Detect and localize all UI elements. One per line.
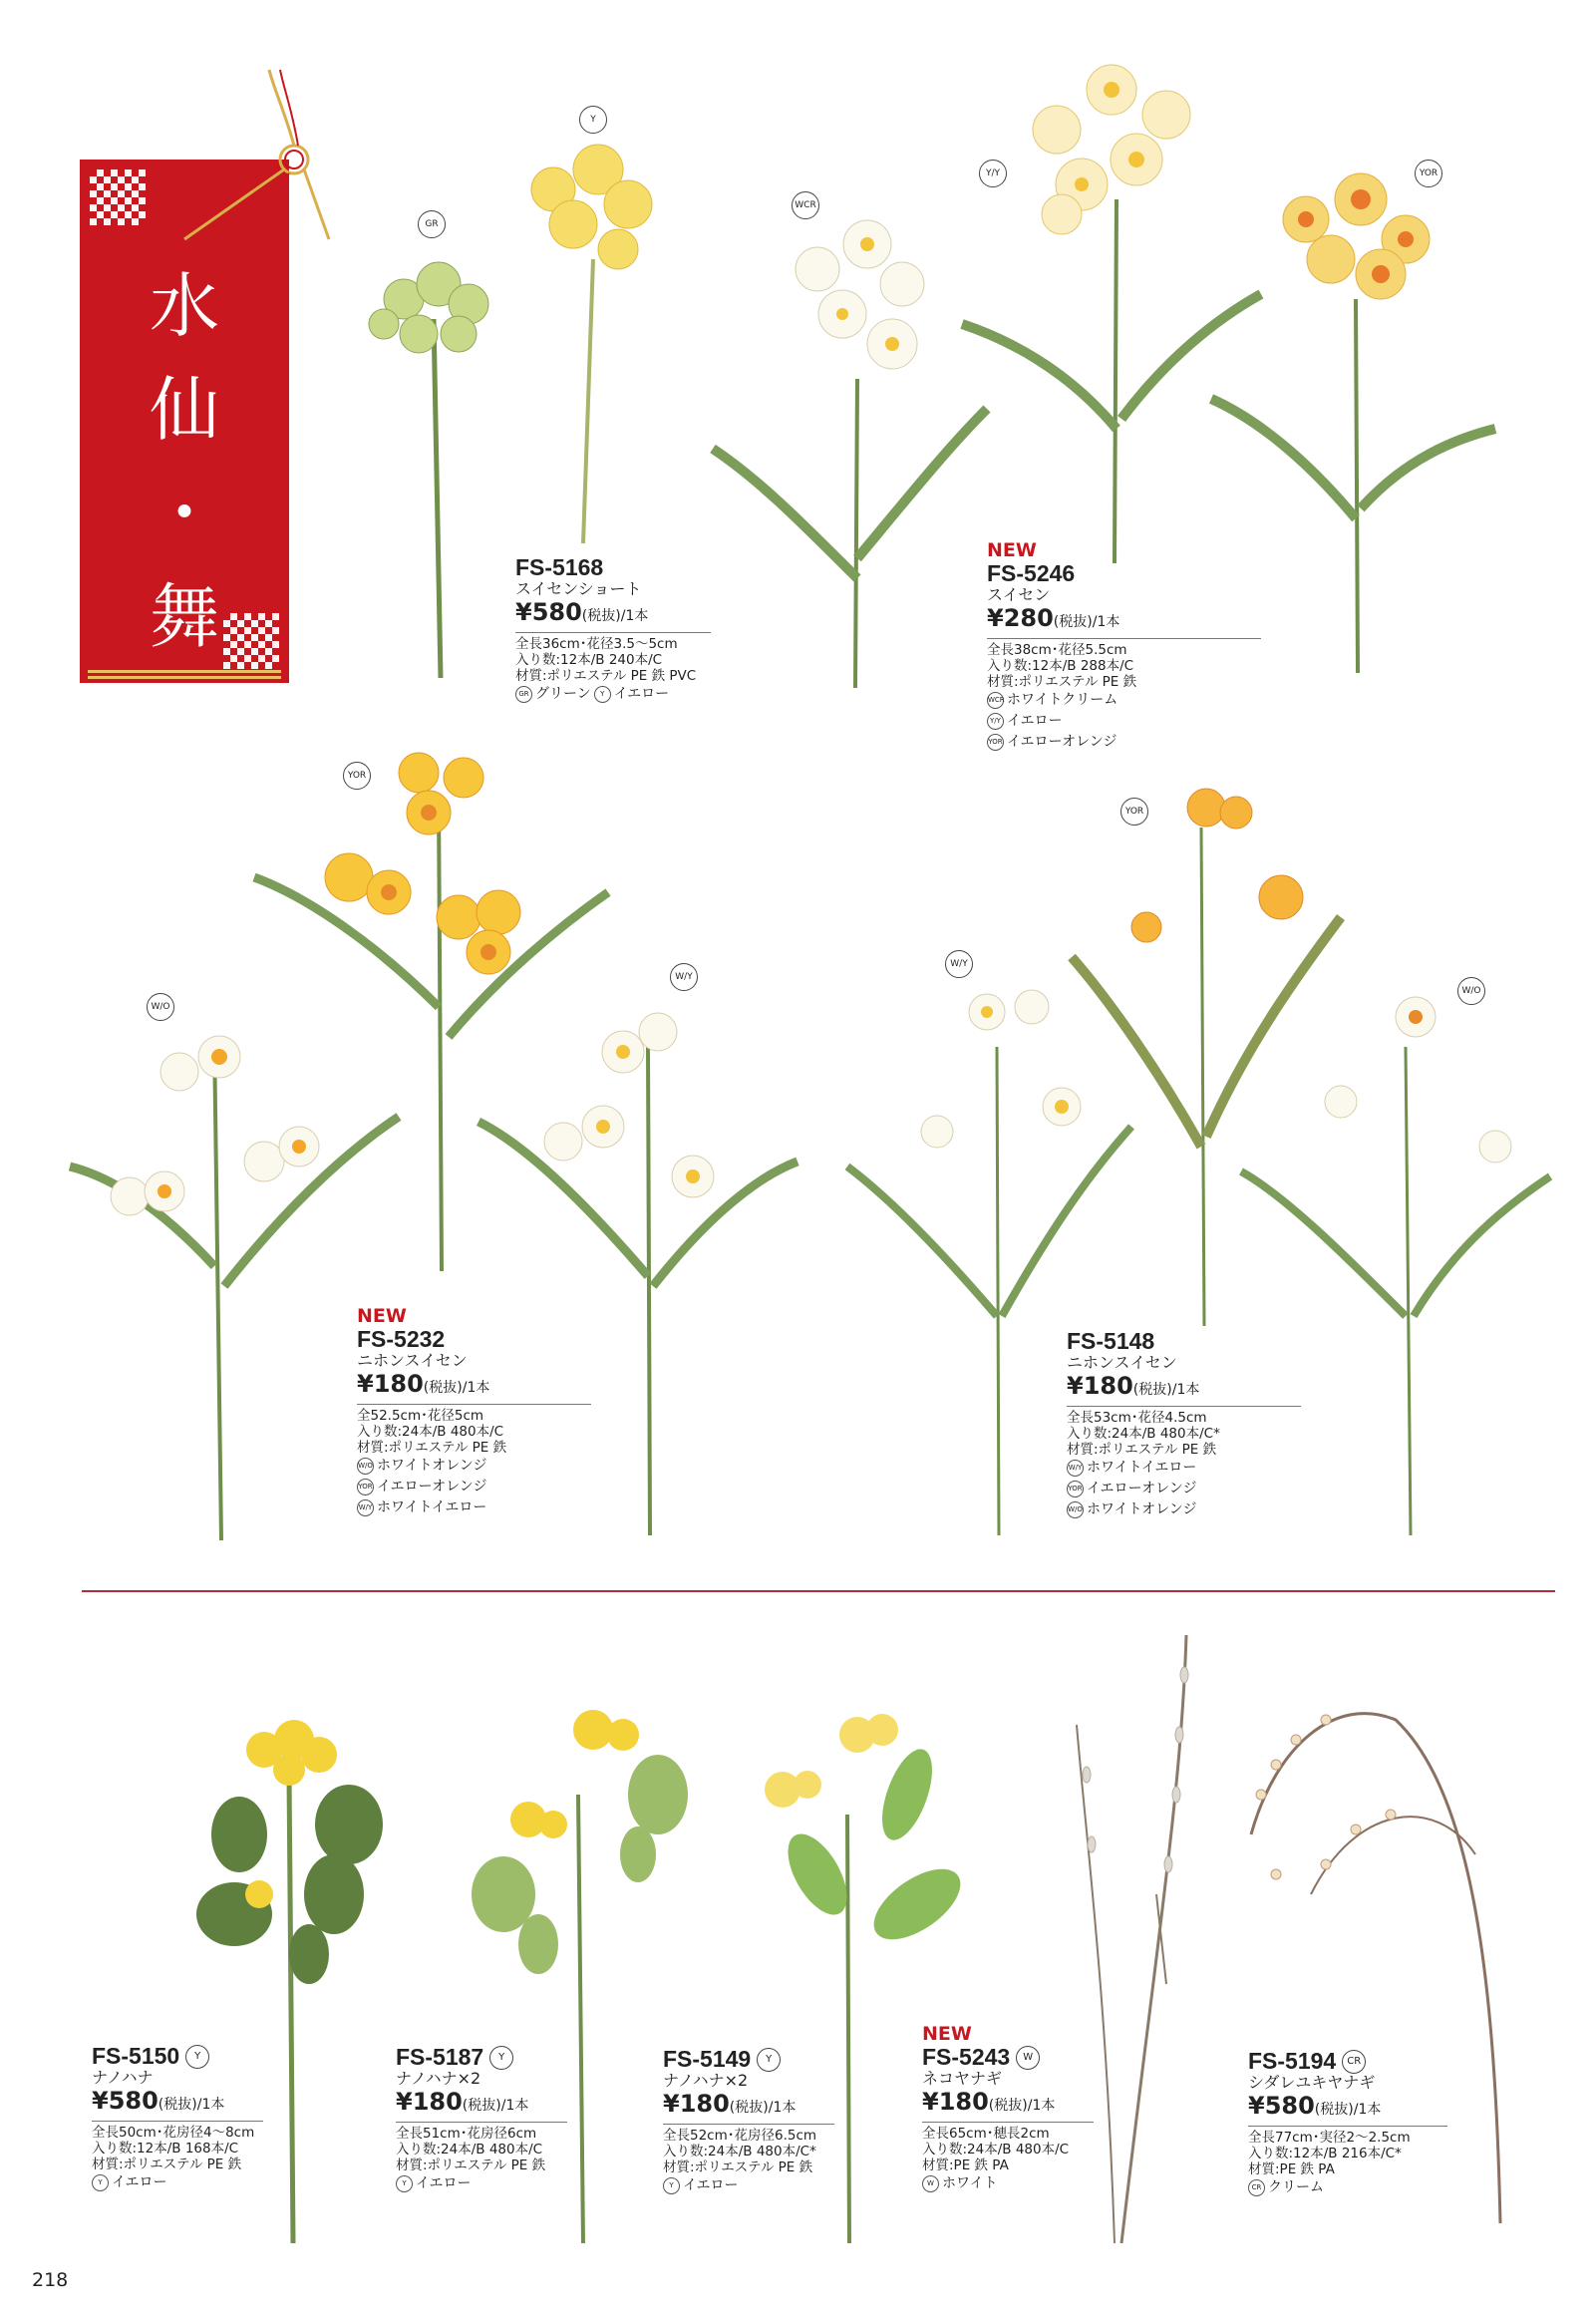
plant-fs5246-wcr — [713, 220, 987, 688]
spec-line: 入り数:12本/B 240本/C — [515, 652, 663, 668]
color-label: イエロー — [112, 2174, 167, 2190]
product-price: ¥180(税抜)/1本 — [663, 2090, 834, 2125]
variant-label-wcr: WCR — [792, 191, 819, 219]
page-title: 水 仙 ・ 舞 玉 — [150, 265, 219, 762]
product-fs5149 — [663, 2047, 834, 2196]
color-option — [357, 1497, 591, 1518]
variant-label-yor: YOR — [343, 762, 371, 790]
color-option — [987, 732, 1261, 753]
product-fs5232 — [357, 1306, 591, 1518]
spec-line: 材質:ポリエステル PE 鉄 — [396, 2158, 546, 2173]
product-fs5168 — [515, 555, 711, 705]
variant-label-y: Y — [579, 106, 607, 134]
product-price: ¥180(税抜)/1本 — [396, 2088, 567, 2123]
product-price: ¥580(税抜)/1本 — [92, 2087, 263, 2122]
spec-line: 全長65cm･穂長2cm — [922, 2126, 1050, 2142]
color-badge: W/O — [1067, 1501, 1084, 1518]
color-badge: YOR — [357, 1479, 374, 1495]
color-badge: Y — [663, 2177, 680, 2194]
variant-label-gr: GR — [418, 210, 446, 238]
spec-line: 材質:PE 鉄 PA — [922, 2158, 1009, 2173]
variant-label-yor: YOR — [1415, 160, 1442, 187]
spec-line: 入り数:12本/B 216本/C* — [1248, 2146, 1402, 2161]
color-option — [1067, 1479, 1301, 1499]
variant-label-yor: YOR — [1120, 798, 1148, 826]
product-fs5243 — [922, 2024, 1094, 2194]
color-option — [1067, 1458, 1301, 1479]
new-badge: NEW — [987, 539, 1037, 561]
spec-line: 入り数:24本/B 480本/C — [357, 1424, 504, 1440]
color-option — [357, 1456, 591, 1477]
color-badge: W — [922, 2175, 939, 2192]
spec-line: 入り数:12本/B 288本/C — [987, 658, 1134, 674]
spec-line: 全長51cm･花房径6cm — [396, 2126, 537, 2142]
color-option — [663, 2175, 834, 2196]
color-label: グリーン — [535, 686, 591, 702]
plant-fs5148-yor — [1072, 789, 1341, 1326]
spec-line: 入り数:12本/B 168本/C — [92, 2141, 239, 2157]
color-label: ホワイトオレンジ — [377, 1458, 487, 1474]
section-divider — [82, 1590, 1555, 1592]
plant-fs5168-yellow — [531, 145, 652, 543]
product-name: シダレユキヤナギ — [1248, 2073, 1376, 2092]
product-name: スイセンショート — [515, 579, 642, 598]
color-label: クリーム — [1268, 2179, 1324, 2195]
color-badge: Y — [489, 2046, 513, 2070]
product-fs5150 — [92, 2044, 263, 2193]
product-price: ¥180(税抜)/1本 — [922, 2088, 1094, 2123]
product-code: FS-5168 — [515, 554, 604, 580]
spec-line: 材質:ポリエステル PE 鉄 — [92, 2157, 242, 2172]
color-badge: CR — [1248, 2179, 1265, 2196]
product-price: ¥580(税抜)/1本 — [515, 598, 711, 633]
spec-line: 材質:ポリエステル PE 鉄 — [663, 2159, 813, 2175]
new-badge: NEW — [922, 2023, 972, 2045]
color-badge: W/O — [357, 1458, 374, 1475]
page-number: 218 — [32, 2269, 69, 2291]
product-price: ¥180(税抜)/1本 — [357, 1370, 591, 1405]
color-label: ホワイトイエロー — [377, 1499, 487, 1515]
color-options — [515, 684, 711, 705]
spec-line: 全長52cm･花房径6.5cm — [663, 2128, 817, 2144]
color-badge: Y — [92, 2174, 109, 2191]
product-fs5187 — [396, 2045, 567, 2194]
spec-line: 全長77cm･実径2～2.5cm — [1248, 2130, 1411, 2146]
color-badge: Y/Y — [987, 713, 1004, 730]
variant-label-wo: W/O — [147, 993, 174, 1021]
product-name: ナノハナ×2 — [396, 2069, 481, 2088]
color-label: イエローオレンジ — [1007, 734, 1117, 750]
color-badge: Y — [185, 2045, 209, 2069]
color-option — [987, 690, 1261, 711]
spec-line: 全長38cm･花径5.5cm — [987, 642, 1127, 658]
color-badge: CR — [1342, 2050, 1366, 2074]
product-fs5194 — [1248, 2049, 1447, 2198]
spec-line: 全長36cm･花径3.5～5cm — [515, 636, 678, 652]
product-fs5246 — [987, 540, 1261, 753]
color-option — [987, 711, 1261, 732]
color-badge: YOR — [987, 734, 1004, 751]
spec-line: 全長53cm･花径4.5cm — [1067, 1410, 1207, 1426]
color-label: ホワイトイエロー — [1087, 1460, 1197, 1476]
new-badge: NEW — [357, 1305, 407, 1327]
product-code: FS-5194 — [1248, 2048, 1337, 2074]
plant-fs5246-yy — [962, 65, 1261, 563]
color-label: イエローオレンジ — [1087, 1481, 1197, 1496]
spec-line: 入り数:24本/B 480本/C* — [663, 2144, 816, 2159]
color-label: イエロー — [1007, 713, 1063, 729]
plant-fs5232-wo — [70, 1036, 399, 1540]
color-badge: Y — [594, 686, 611, 703]
color-label: ホワイト — [942, 2175, 998, 2191]
color-option — [922, 2173, 1094, 2194]
color-label: イエロー — [613, 686, 670, 702]
spec-line: 材質:PE 鉄 PA — [1248, 2161, 1335, 2177]
color-badge: Y — [757, 2048, 781, 2072]
product-code: FS-5150 — [92, 2043, 180, 2069]
product-code: FS-5149 — [663, 2046, 752, 2072]
color-badge: W/Y — [357, 1499, 374, 1516]
product-name: ニホンスイセン — [1067, 1353, 1177, 1372]
spec-line: 全52.5cm･花径5cm — [357, 1408, 484, 1424]
color-badge: WCR — [987, 692, 1004, 709]
variant-label-wy: W/Y — [945, 950, 973, 978]
variant-label-wy: W/Y — [670, 963, 698, 991]
product-price: ¥280(税抜)/1本 — [987, 604, 1261, 639]
spec-line: 入り数:24本/B 480本/C — [396, 2142, 543, 2158]
color-badge: W/Y — [1067, 1460, 1084, 1477]
product-price: ¥180(税抜)/1本 — [1067, 1372, 1301, 1407]
color-label: イエロー — [416, 2175, 472, 2191]
color-option — [92, 2172, 263, 2193]
color-option — [357, 1477, 591, 1497]
product-price: ¥580(税抜)/1本 — [1248, 2092, 1447, 2127]
product-name: スイセン — [987, 585, 1051, 604]
product-code: FS-5232 — [357, 1326, 446, 1352]
product-code: FS-5148 — [1067, 1328, 1155, 1354]
color-badge: W — [1016, 2046, 1040, 2070]
spec-line: 材質:ポリエステル PE 鉄 PVC — [515, 668, 697, 684]
color-label: イエローオレンジ — [377, 1479, 487, 1494]
color-option — [1067, 1499, 1301, 1520]
color-label: ホワイトクリーム — [1007, 692, 1118, 708]
variant-label-wo: W/O — [1457, 977, 1485, 1005]
variant-label-yy: Y/Y — [979, 160, 1007, 187]
plant-fs5168-green — [369, 262, 488, 678]
product-name: ネコヤナギ — [922, 2069, 1003, 2088]
spec-line: 材質:ポリエステル PE 鉄 — [357, 1440, 507, 1456]
color-label: ホワイトオレンジ — [1087, 1501, 1197, 1517]
color-badge: Y — [396, 2175, 413, 2192]
product-code: FS-5187 — [396, 2044, 484, 2070]
product-code: FS-5243 — [922, 2044, 1011, 2070]
product-fs5148 — [1067, 1329, 1301, 1520]
color-option — [396, 2173, 567, 2194]
color-option — [1248, 2177, 1447, 2198]
spec-line: 材質:ポリエステル PE 鉄 — [1067, 1442, 1217, 1458]
color-badge: GR — [515, 686, 532, 703]
spec-line: 材質:ポリエステル PE 鉄 — [987, 674, 1137, 690]
spec-line: 入り数:24本/B 480本/C — [922, 2142, 1070, 2158]
spec-line: 全長50cm･花房径4～8cm — [92, 2125, 255, 2141]
spec-line: 入り数:24本/B 480本/C* — [1067, 1426, 1220, 1442]
color-badge: YOR — [1067, 1481, 1084, 1497]
color-label: イエロー — [683, 2177, 739, 2193]
product-name: ナノハナ — [92, 2068, 154, 2087]
product-name: ナノハナ×2 — [663, 2071, 749, 2090]
product-code: FS-5246 — [987, 560, 1076, 586]
product-name: ニホンスイセン — [357, 1351, 468, 1370]
